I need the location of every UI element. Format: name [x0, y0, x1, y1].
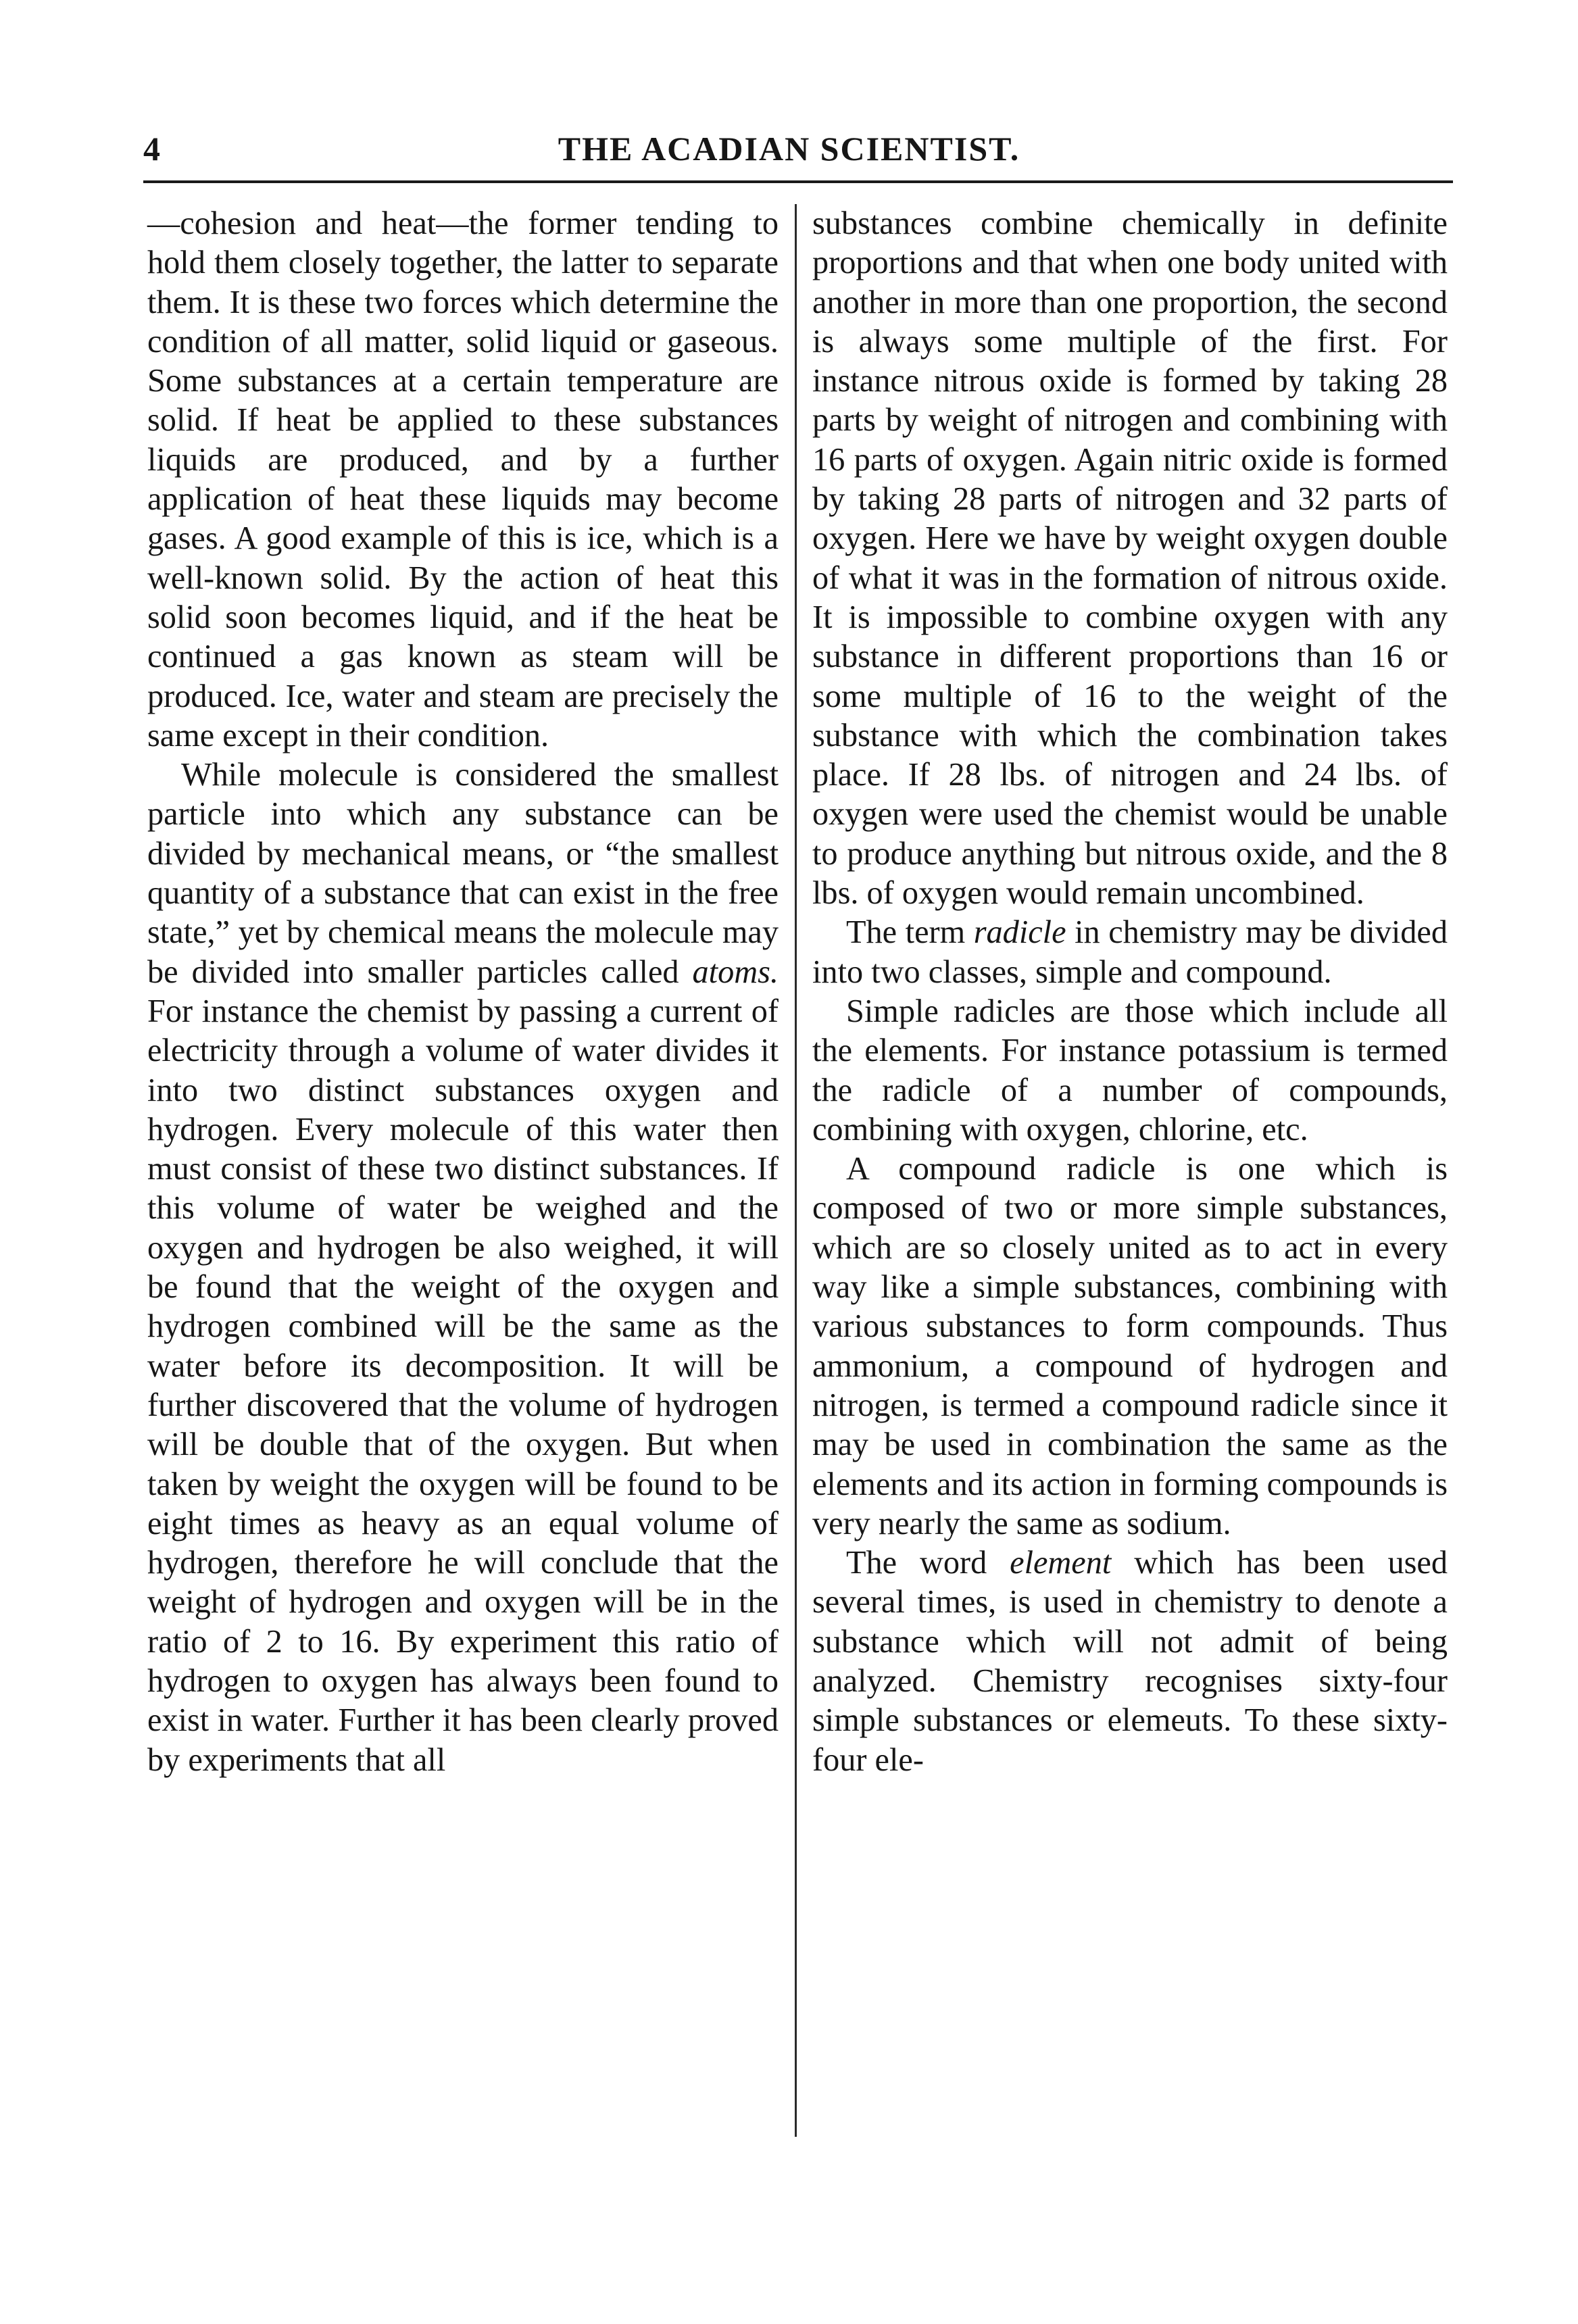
paragraph-text: The term [846, 914, 974, 951]
paragraph-text: The word [846, 1545, 1010, 1581]
column-divider [795, 204, 797, 2137]
paragraph [147, 756, 779, 1780]
italic-term: element [1010, 1545, 1112, 1581]
running-head: THE ACADIAN SCIENTIST. [558, 130, 1020, 168]
paragraph-text: For instance the chemist by passing a current of electricity through a volume of water divides it into two distinct substances oxygen and hydrogen. Every molecule of this water then must consist of these two distinct substances. If this volume of water be weighed and the oxygen and hydrogen be also weighed, it will be found that the weight of the oxygen and hydrogen combined will be the same as the water before its decomposition. It will be further discovered that the volume of hydrogen will be double that of the oxygen. But when taken by weight the oxygen will be found to be eight times as heavy as an equal volume of hydrogen, therefore he will conclude that the weight of hydrogen and oxygen will be in the ratio of 2 to 16. By experiment this ratio of hydrogen to oxygen has always been found to exist in water. Further it has been clearly proved by experiments that all [147, 993, 779, 1778]
left-column [147, 204, 779, 1780]
paragraph-text: in chemistry may be divided into two classes, simple and compound. [812, 914, 1448, 990]
italic-term: atoms. [692, 954, 779, 990]
paragraph: A compound radicle is one which is composed of two or more simple substances, which are so closely united as to act in every way like a simple substances, combining with various substances to form compounds. Thus ammonium, a compound of hydrogen and nitrogen, is termed a compound radicle since it may be used in combination the same as the elements and its action in forming compounds is very nearly the same as sodium. [812, 1151, 1448, 1541]
paragraph-text: While molecule is considered the smallest particle into which any substance can be divided by mechanical means, or “the smallest quantity of a substance that can exist in the free state,” yet by chemical means the molecule may be divided into smaller particles called [147, 757, 779, 990]
italic-term: radicle [973, 914, 1066, 951]
paragraph [812, 913, 1448, 992]
page-number: 4 [143, 130, 160, 168]
paragraph [812, 1543, 1448, 1780]
paragraph: substances combine chemically in definite proportions and that when one body united with another in more than one proportion, the second is always some multiple of the first. For instance nitrous oxide is formed by taking 28 parts by weight of nitrogen and combining with 16 parts of oxygen. Again nitric oxide is formed by taking 28 parts of nitrogen and 32 parts of oxygen. Here we have by weight oxygen double of what it was in the formation of nitrous oxide. It is impossible to combine oxygen with any substance in different proportions than 16 or some multiple of 16 to the weight of the substance with which the combination takes place. If 28 lbs. of nitrogen and 24 lbs. of oxygen were used the chemist would be unable to produce anything but nitrous oxide, and the 8 lbs. of oxygen would remain uncombined. [812, 205, 1448, 912]
right-column [812, 204, 1448, 1780]
paragraph-text: which has been used several times, is used in chemistry to denote a substance which will not admit of being analyzed. Chemistry recognises sixty-four simple substances or elemeuts. To these sixty-four ele- [812, 1545, 1448, 1778]
paragraph: Simple radicles are those which include all the elements. For instance potassium is termed the radicle of a number of compounds, combining with oxygen, chlorine, etc. [812, 993, 1448, 1147]
paragraph: —cohesion and heat—the former tending to hold them closely together, the latter to separate them. It is these two forces which determine the condition of all matter, solid liquid or gaseous. Some substances at a certain temperature are solid. If heat be applied to these substances liquids are produced, and by a further application of heat these liquids may become gases. A good example of this is ice, which is a well-known solid. By the action of heat this solid soon becomes liquid, and if the heat be continued a gas known as steam will be produced. Ice, water and steam are precisely the same except in their condition. [147, 205, 779, 753]
header-rule [143, 180, 1453, 183]
